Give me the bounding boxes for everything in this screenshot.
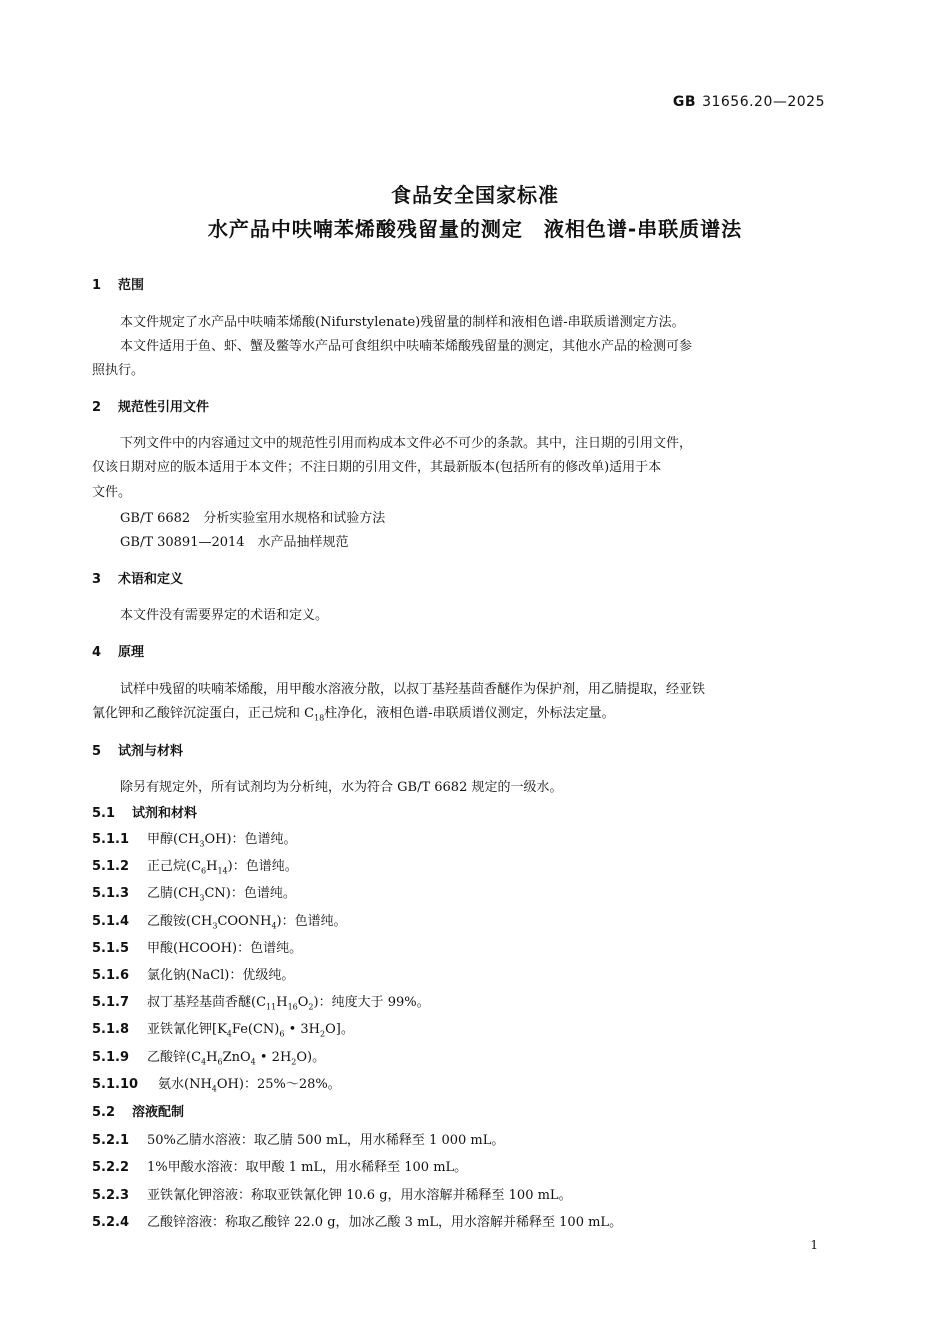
subscript: 3	[199, 839, 205, 849]
item-number: 5.1.7	[92, 995, 130, 1010]
subscript: 6	[279, 1029, 285, 1039]
subscript: 16	[287, 1002, 298, 1012]
reagent-item	[92, 941, 830, 957]
item-text: 亚铁氰化钾溶液：称取亚铁氰化钾 10.6 g，用水溶解并稀释至 100 mL。	[147, 1188, 572, 1203]
section-heading-4: 4 原理	[92, 645, 145, 660]
reagent-item	[92, 832, 830, 853]
paragraph: 除另有规定外，所有试剂均为分析纯，水为符合 GB/T 6682 规定的一级水。	[120, 780, 563, 795]
paragraph: 试样中残留的呋喃苯烯酸，用甲酸水溶液分散，以叔丁基羟基茴香醚作为保护剂，用乙腈提取，经亚铁	[120, 682, 706, 697]
item-text: H	[276, 995, 288, 1010]
standard-prefix: GB	[672, 94, 697, 110]
reagent-item	[92, 1077, 830, 1098]
subscript: 4	[211, 1084, 217, 1094]
item-text: 氯化钠(NaCl)：优级纯。	[147, 968, 295, 983]
paragraph: 本文件适用于鱼、虾、蟹及鳖等水产品可食组织中呋喃苯烯酸残留量的测定，其他水产品的检测可参	[120, 339, 693, 354]
subscript: 2	[320, 1029, 326, 1039]
subscript: 4	[250, 1057, 256, 1067]
item-text: CN)：色谱纯。	[204, 886, 296, 901]
item-number: 5.2.2	[92, 1160, 130, 1175]
reagent-item	[92, 1022, 830, 1043]
subscript: 4	[226, 1029, 232, 1039]
reagent-item	[92, 886, 830, 907]
item-text: H	[206, 859, 218, 874]
item-number: 5.2.4	[92, 1215, 130, 1230]
item-text: 叔丁基羟基茴香醚(C	[147, 995, 267, 1010]
item-number: 5.1.6	[92, 968, 130, 983]
item-text: COONH	[217, 914, 272, 929]
item-number: 5.2.3	[92, 1188, 130, 1203]
solution-item	[92, 1133, 830, 1149]
item-text: )：色谱纯。	[227, 859, 298, 874]
paragraph: 本文件规定了水产品中呋喃苯烯酸(Nifurstylenate)残留量的制样和液相色谱-串联质谱测定方法。	[120, 315, 685, 330]
paragraph-continued: 氰化钾和乙酸锌沉淀蛋白，正己烷和 $C_{18}$柱净化，液相色谱-串联质谱仪测定，外标法定量。	[92, 706, 615, 723]
document-title-line1: 食品安全国家标准	[391, 183, 559, 207]
item-number: 5.1.8	[92, 1022, 130, 1037]
reference-item: GB/T 6682 分析实验室用水规格和试验方法	[120, 511, 386, 526]
section-heading-1: 1 范围	[92, 278, 145, 293]
item-number: 5.2.1	[92, 1133, 130, 1148]
item-number: 5.1.4	[92, 914, 130, 929]
section-heading-5: 5 试剂与材料	[92, 744, 184, 759]
document-title-line2: 水产品中呋喃苯烯酸残留量的测定 液相色谱-串联质谱法	[207, 217, 743, 241]
subscript: 3	[212, 921, 218, 931]
item-number: 5.1.10	[92, 1077, 139, 1092]
item-text: O	[297, 995, 309, 1010]
item-text: 氨水(NH	[158, 1077, 212, 1092]
reagent-item	[92, 914, 830, 935]
item-text: 乙酸锌溶液：称取乙酸锌 22.0 g，加冰乙酸 3 mL，用水溶解并稀释至 100 mL。	[147, 1215, 623, 1230]
item-number: 5.1.3	[92, 886, 130, 901]
item-text: O]。	[325, 1022, 354, 1037]
item-text: 乙酸铵(CH	[147, 914, 213, 929]
standard-code: 31656.20—2025	[702, 94, 825, 110]
solution-item	[92, 1215, 830, 1231]
paragraph: 下列文件中的内容通过文中的规范性引用而构成本文件必不可少的条款。其中，注日期的引用文件，	[120, 436, 693, 451]
item-text: )：纯度大于 99%。	[313, 995, 430, 1010]
subscript: 4	[201, 1057, 207, 1067]
paragraph-continued: 文件。	[92, 485, 132, 500]
solution-item	[92, 1160, 830, 1176]
item-text: 正己烷(C	[147, 859, 202, 874]
item-text: 1%甲酸水溶液：取甲酸 1 mL，用水稀释至 100 mL。	[147, 1160, 468, 1175]
item-text: ZnO	[222, 1050, 251, 1065]
reagent-item	[92, 968, 830, 984]
item-number: 5.1.2	[92, 859, 130, 874]
item-text: )：色谱纯。	[276, 914, 347, 929]
item-text: 乙酸锌(C	[147, 1050, 202, 1065]
subscript: 11	[266, 1002, 277, 1012]
subscript: 2	[308, 1002, 314, 1012]
item-text: 亚铁氰化钾[K	[147, 1022, 227, 1037]
subscript: 2	[291, 1057, 297, 1067]
item-text: OH)：色谱纯。	[204, 832, 297, 847]
item-number: 5.1.9	[92, 1050, 130, 1065]
item-text: • 2H	[255, 1050, 292, 1065]
subscript: 6	[201, 866, 207, 876]
item-text: 甲酸(HCOOH)：色谱纯。	[147, 941, 303, 956]
reagent-item	[92, 859, 830, 880]
page-number: 1	[810, 1238, 818, 1252]
reagent-item	[92, 1050, 830, 1071]
paragraph-continued: 仅该日期对应的版本适用于本文件；不注日期的引用文件，其最新版本(包括所有的修改单)适用于本	[92, 460, 662, 475]
item-number: 5.1.5	[92, 941, 130, 956]
subsection-heading-5-2: 5.2 溶液配制	[92, 1105, 185, 1120]
item-text: 50%乙腈水溶液：取乙腈 500 mL，用水稀释至 1 000 mL。	[147, 1133, 505, 1148]
item-text: 甲醇(CH	[147, 832, 200, 847]
item-text: O)。	[296, 1050, 326, 1065]
reagent-item	[92, 995, 830, 1016]
subscript: 14	[217, 866, 228, 876]
item-text: OH)：25%～28%。	[216, 1077, 341, 1092]
item-text: 乙腈(CH	[147, 886, 200, 901]
paragraph: 本文件没有需要界定的术语和定义。	[120, 608, 329, 623]
item-number: 5.1.1	[92, 832, 130, 847]
section-heading-3: 3 术语和定义	[92, 572, 184, 587]
item-text: H	[206, 1050, 218, 1065]
reference-item: GB/T 30891—2014 水产品抽样规范	[120, 535, 349, 550]
solution-item	[92, 1188, 830, 1204]
section-heading-2: 2 规范性引用文件	[92, 400, 210, 415]
subscript: 4	[271, 921, 277, 931]
item-text: • 3H	[284, 1022, 320, 1037]
subscript: 6	[217, 1057, 223, 1067]
subscript: 3	[199, 893, 205, 903]
paragraph-continued: 照执行。	[92, 363, 145, 378]
standard-number	[673, 94, 825, 110]
item-text: Fe(CN)	[231, 1022, 280, 1037]
subsection-heading-5-1: 5.1 试剂和材料	[92, 806, 198, 821]
